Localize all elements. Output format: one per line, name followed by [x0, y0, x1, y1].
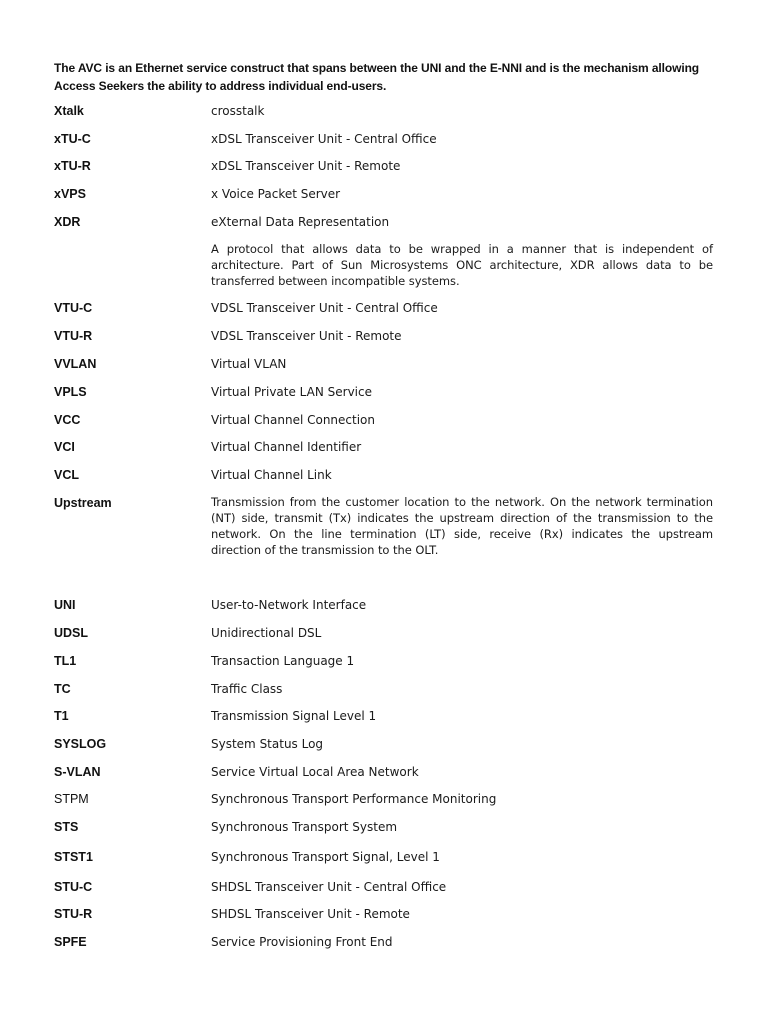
glossary-term: STPM — [54, 792, 89, 806]
glossary-term: Xtalk — [54, 104, 84, 118]
glossary-term: VCI — [54, 440, 75, 454]
glossary-term: SYSLOG — [54, 737, 107, 751]
glossary-definition: Service Virtual Local Area Network — [211, 765, 419, 779]
glossary-term: xTU-C — [54, 132, 91, 146]
glossary-term: S-VLAN — [54, 765, 101, 779]
intro-paragraph: The AVC is an Ethernet service construct that spans between the UNI and the E-NNI and is the mechanism allowing Access Seekers the ability to address individual end-users. — [54, 61, 700, 93]
glossary-term: VTU-C — [54, 301, 93, 315]
glossary-definition: eXternal Data Representation — [211, 215, 390, 229]
glossary-definition: Synchronous Transport Performance Monitoring — [211, 792, 497, 806]
glossary-term: STU-R — [54, 907, 93, 921]
glossary-term: xTU-R — [54, 159, 91, 173]
glossary-definition: Traffic Class — [211, 682, 283, 696]
glossary-term: XDR — [54, 215, 81, 229]
glossary-term: VCL — [54, 468, 79, 482]
glossary-definition: Service Provisioning Front End — [211, 935, 393, 949]
glossary-definition: SHDSL Transceiver Unit - Central Office — [211, 880, 447, 894]
glossary-definition: Virtual Channel Connection — [211, 413, 376, 427]
glossary-term: VPLS — [54, 385, 87, 399]
glossary-term: UNI — [54, 598, 76, 612]
glossary-term: TL1 — [54, 654, 77, 668]
glossary-definition: Synchronous Transport System — [211, 820, 398, 834]
glossary-definition: User-to-Network Interface — [211, 598, 367, 612]
glossary-definition: Unidirectional DSL — [211, 626, 322, 640]
glossary-definition: Virtual VLAN — [211, 357, 287, 371]
glossary-term: VCC — [54, 413, 81, 427]
glossary-term: SPFE — [54, 935, 87, 949]
glossary-term: VTU-R — [54, 329, 93, 343]
glossary-term: STU-C — [54, 880, 93, 894]
glossary-term: xVPS — [54, 187, 86, 201]
glossary-definition: VDSL Transceiver Unit - Remote — [211, 329, 402, 343]
glossary-note: A protocol that allows data to be wrapped in a manner that is independent of architecture. Part of Sun Microsystems ONC architecture, XDR allows data to be transferred between incompatible systems. — [211, 242, 713, 288]
glossary-definition: System Status Log — [211, 737, 324, 751]
glossary-definition: xDSL Transceiver Unit - Central Office — [211, 132, 437, 146]
glossary-definition: VDSL Transceiver Unit - Central Office — [211, 301, 438, 315]
glossary-definition: xDSL Transceiver Unit - Remote — [211, 159, 401, 173]
glossary-term: Upstream — [54, 496, 112, 510]
glossary-term: STS — [54, 820, 79, 834]
glossary-term: STST1 — [54, 850, 93, 864]
glossary-definition: x Voice Packet Server — [211, 187, 341, 201]
glossary-definition: Synchronous Transport Signal, Level 1 — [211, 850, 440, 864]
glossary-definition: Transmission from the customer location to the network. On the network termination (NT) side, transmit (Tx) indicates the upstream direction of the transmission to the network. On the line termination (LT) side, receive (Rx) indicates the upstream direction of the transmission to the OLT. — [211, 495, 713, 557]
glossary-definition: Virtual Channel Identifier — [211, 440, 362, 454]
glossary-definition: Virtual Private LAN Service — [211, 385, 372, 399]
glossary-term: T1 — [54, 709, 69, 723]
glossary-definition: Transaction Language 1 — [211, 654, 355, 668]
glossary-definition: Virtual Channel Link — [211, 468, 332, 482]
glossary-term: VVLAN — [54, 357, 97, 371]
glossary-definition: Transmission Signal Level 1 — [211, 709, 377, 723]
glossary-term: TC — [54, 682, 71, 696]
glossary-term: UDSL — [54, 626, 89, 640]
glossary-definition: SHDSL Transceiver Unit - Remote — [211, 907, 410, 921]
glossary-definition: crosstalk — [211, 104, 265, 118]
